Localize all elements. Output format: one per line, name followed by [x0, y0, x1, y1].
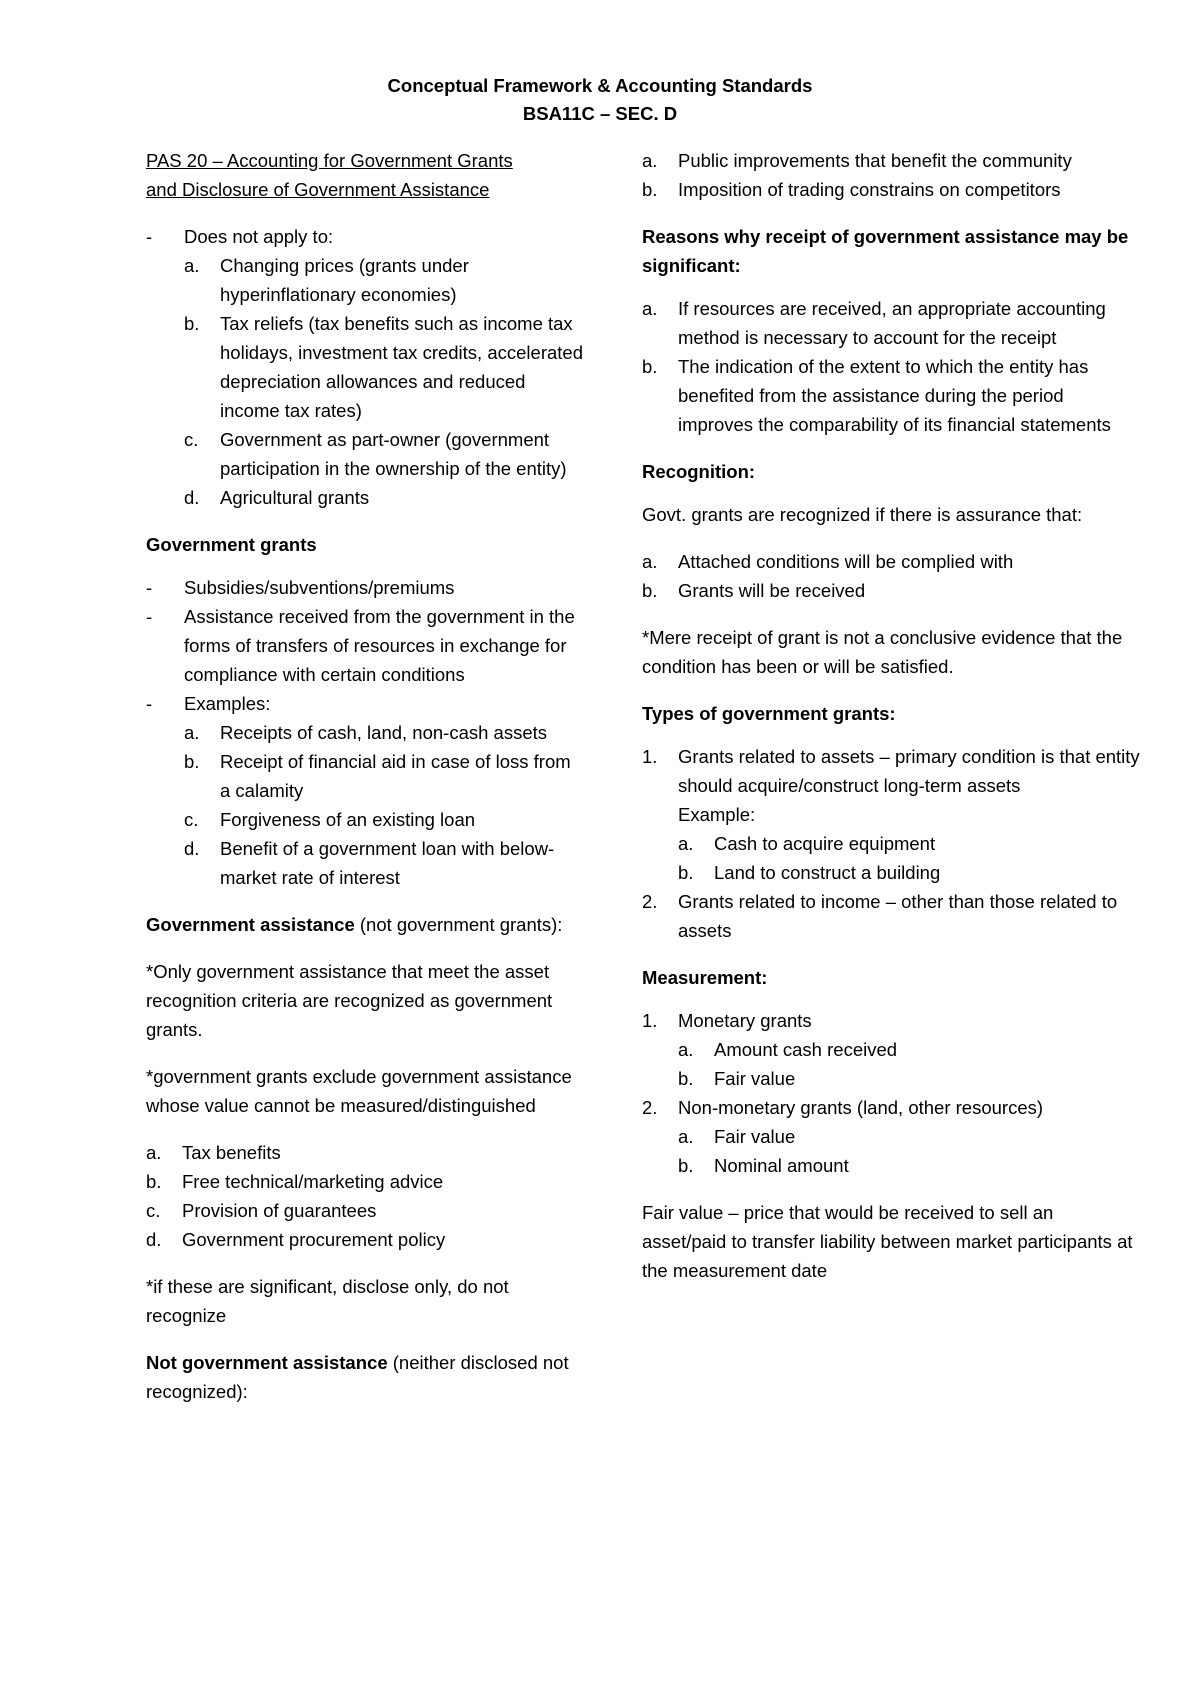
- list-item: 2. Non-monetary grants (land, other resources) a. Fair value b. Nominal amount: [642, 1093, 1142, 1180]
- recognition-list: [642, 547, 1142, 605]
- measurement-list: [642, 1006, 1142, 1180]
- document-header: [0, 72, 1200, 128]
- reasons-heading: Reasons why receipt of government assistance may be significant:: [642, 226, 1129, 276]
- list-item: a. Public improvements that benefit the community: [642, 150, 1072, 171]
- list-item: c. Forgiveness of an existing loan: [184, 809, 476, 830]
- list-item: - Subsidies/subventions/premiums: [146, 573, 586, 602]
- list-item: c. Government as part-owner (government participation in the ownership of the entity): [184, 429, 567, 479]
- types-list: [642, 742, 1142, 945]
- list-item: - Examples: a. Receipts of cash, land, non-cash assets b. Receipt of financial aid in case of loss from a calamity c. Forgiveness of an existing loan d. Benefit of a government loan with below-market rate of interest: [146, 689, 586, 892]
- measurement-heading: Measurement:: [642, 967, 768, 988]
- list-item: a. Cash to acquire equipment: [678, 833, 936, 854]
- types-heading: Types of government grants:: [642, 703, 896, 724]
- list-item: b. Free technical/marketing advice: [146, 1171, 444, 1192]
- list-item: a. Amount cash received: [678, 1039, 898, 1060]
- list-item: d. Agricultural grants: [184, 487, 370, 508]
- grants-list: [146, 573, 586, 892]
- standard-title: PAS 20 – Accounting for Government Grants and Disclosure of Government Assistance: [146, 150, 513, 200]
- list-item: b. Land to construct a building: [678, 862, 941, 883]
- recognition-note: *Mere receipt of grant is not a conclusive evidence that the condition has been or will be satisfied.: [642, 627, 1123, 677]
- not-assistance-list: [642, 146, 1142, 204]
- list-item: c. Provision of guarantees: [146, 1200, 377, 1221]
- right-column: [642, 146, 1142, 1303]
- note-recognition-criteria: *Only government assistance that meet the asset recognition criteria are recognized as government grants.: [146, 961, 553, 1040]
- list-item: 2. Grants related to income – other than those related to assets: [642, 891, 1118, 941]
- note-disclose-only: *if these are significant, disclose only, do not recognize: [146, 1276, 509, 1326]
- recognition-intro: Govt. grants are recognized if there is assurance that:: [642, 504, 1083, 525]
- excluded-list: [146, 1138, 586, 1254]
- list-item: a. Tax benefits: [146, 1142, 281, 1163]
- reasons-list: [642, 294, 1142, 439]
- left-column: [146, 146, 586, 1424]
- recognition-heading: Recognition:: [642, 461, 756, 482]
- header-section: BSA11C – SEC. D: [522, 103, 678, 124]
- list-item: a. Receipts of cash, land, non-cash assets: [184, 722, 548, 743]
- list-item: a. Fair value: [678, 1126, 796, 1147]
- grants-heading: Government grants: [146, 534, 317, 555]
- list-item: b. Tax reliefs (tax benefits such as income tax holidays, investment tax credits, accelerated depreciation allowances and reduced income tax rates): [184, 313, 583, 421]
- list-item: a. Changing prices (grants under hyperinflationary economies): [184, 255, 469, 305]
- monetary-sublist: [678, 1035, 1142, 1093]
- examples-sublist: [184, 718, 586, 892]
- list-item: b. Nominal amount: [678, 1155, 849, 1176]
- list-item: b. Receipt of financial aid in case of loss from a calamity: [184, 751, 571, 801]
- not-apply-sublist: [184, 251, 586, 512]
- list-item: 1. Grants related to assets – primary condition is that entity should acquire/construct long-term assets Example: a. Cash to acquire equipment b. Land to construct a building: [642, 742, 1142, 887]
- list-item: d. Government procurement policy: [146, 1229, 446, 1250]
- list-item: 1. Monetary grants a. Amount cash received b. Fair value: [642, 1006, 1142, 1093]
- list-item: d. Benefit of a government loan with below-market rate of interest: [184, 838, 555, 888]
- list-item: b. Grants will be received: [642, 580, 866, 601]
- not-assistance-heading: Not government assistance (neither disclosed not recognized):: [146, 1352, 569, 1402]
- assistance-heading: Government assistance (not government grants):: [146, 914, 563, 935]
- list-item: a. Attached conditions will be complied with: [642, 551, 1014, 572]
- type1-sublist: [678, 829, 1142, 887]
- note-excluded-assistance: *government grants exclude government assistance whose value cannot be measured/distinguished: [146, 1066, 572, 1116]
- not-apply-list: [146, 222, 586, 512]
- list-item: - Assistance received from the government in the forms of transfers of resources in exchange for compliance with certain conditions: [146, 602, 586, 689]
- fair-value-definition: Fair value – price that would be received to sell an asset/paid to transfer liability between market participants at the measurement date: [642, 1202, 1133, 1281]
- list-item: b. The indication of the extent to which the entity has benefited from the assistance during the period improves the comparability of its financial statements: [642, 356, 1111, 435]
- list-item: b. Fair value: [678, 1068, 796, 1089]
- header-title: Conceptual Framework & Accounting Standards: [387, 75, 813, 96]
- non-monetary-sublist: [678, 1122, 1142, 1180]
- list-item: - Does not apply to: a. Changing prices (grants under hyperinflationary economies) b. Tax reliefs (tax benefits such as income tax holidays, investment tax credits, accelerated depreciation allowances and reduced income tax rates) c. Government as part-owner (government participation in the ownership of the entity) d. Agricultural grants: [146, 222, 586, 512]
- list-item: b. Imposition of trading constrains on competitors: [642, 179, 1061, 200]
- list-item: a. If resources are received, an appropriate accounting method is necessary to account for the receipt: [642, 298, 1106, 348]
